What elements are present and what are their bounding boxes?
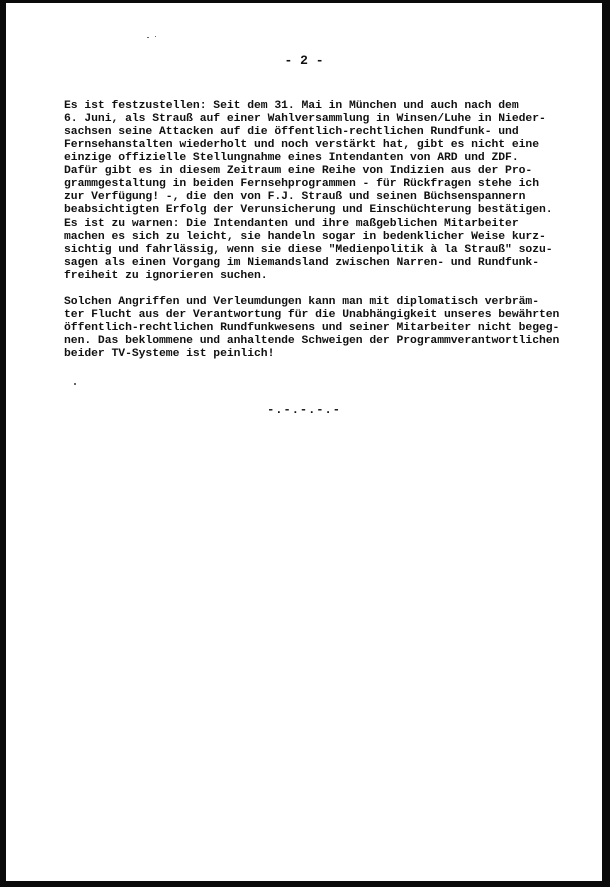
page-number: - 2 - — [284, 53, 324, 68]
paragraph-angriffe — [64, 296, 602, 361]
text-line: Es ist zu warnen: Die Intendanten und ihre maßgeblichen Mitarbeiter — [64, 218, 519, 230]
paragraph-warnen — [64, 218, 602, 283]
text-line: Solchen Angriffen und Verleumdungen kann man mit diplomatisch verbräm- — [64, 296, 539, 308]
text-line: sichtig und fahrlässig, wenn sie diese "Medienpolitik à la Strauß" sozu- — [64, 244, 553, 256]
text-line: nen. Das beklommene und anhaltende Schweigen der Programmverantwortlichen — [64, 335, 560, 347]
text-line: beider TV-Systeme ist peinlich! — [64, 348, 275, 360]
text-line: Dafür gibt es in diesem Zeitraum eine Reihe von Indizien aus der Pro- — [64, 165, 533, 177]
text-line: einzige offizielle Stellungnahme eines Intendanten von ARD und ZDF. — [64, 152, 519, 164]
scan-speck — [155, 36, 156, 37]
scan-speck — [74, 383, 76, 385]
text-line: freiheit zu ignorieren suchen. — [64, 270, 268, 282]
text-line: öffentlich-rechtlichen Rundfunkwesens und seiner Mitarbeiter nicht begeg- — [64, 322, 560, 334]
end-mark: -.-.-.-.- — [267, 403, 341, 417]
scan-speck — [147, 37, 149, 38]
text-line: zur Verfügung! -, die den von F.J. Strauß und seinen Büchsenspannern — [64, 191, 526, 203]
text-line: sachsen seine Attacken auf die öffentlich-rechtlichen Rundfunk- und — [64, 126, 519, 138]
paragraph-festzustellen — [64, 100, 602, 217]
text-line: 6. Juni, als Strauß auf einer Wahlversammlung in Winsen/Luhe in Nieder- — [64, 113, 546, 125]
text-line: sagen als einen Vorgang im Niemandsland zwischen Narren- und Rundfunk- — [64, 257, 539, 269]
text-line: beabsichtigten Erfolg der Verunsicherung und Einschüchterung bestätigen. — [64, 204, 553, 216]
text-line: machen es sich zu leicht, sie handeln sogar in bedenklicher Weise kurz- — [64, 231, 546, 243]
text-line: Fernsehanstalten wiederholt und noch verstärkt hat, gibt es nicht eine — [64, 139, 539, 151]
text-line: Es ist festzustellen: Seit dem 31. Mai in München und auch nach dem — [64, 100, 519, 112]
text-line: ter Flucht aus der Verantwortung für die Unabhängigkeit unseres bewährten — [64, 309, 560, 321]
text-line: grammgestaltung in beiden Fernsehprogrammen - für Rückfragen stehe ich — [64, 178, 539, 190]
document-page — [6, 3, 602, 881]
